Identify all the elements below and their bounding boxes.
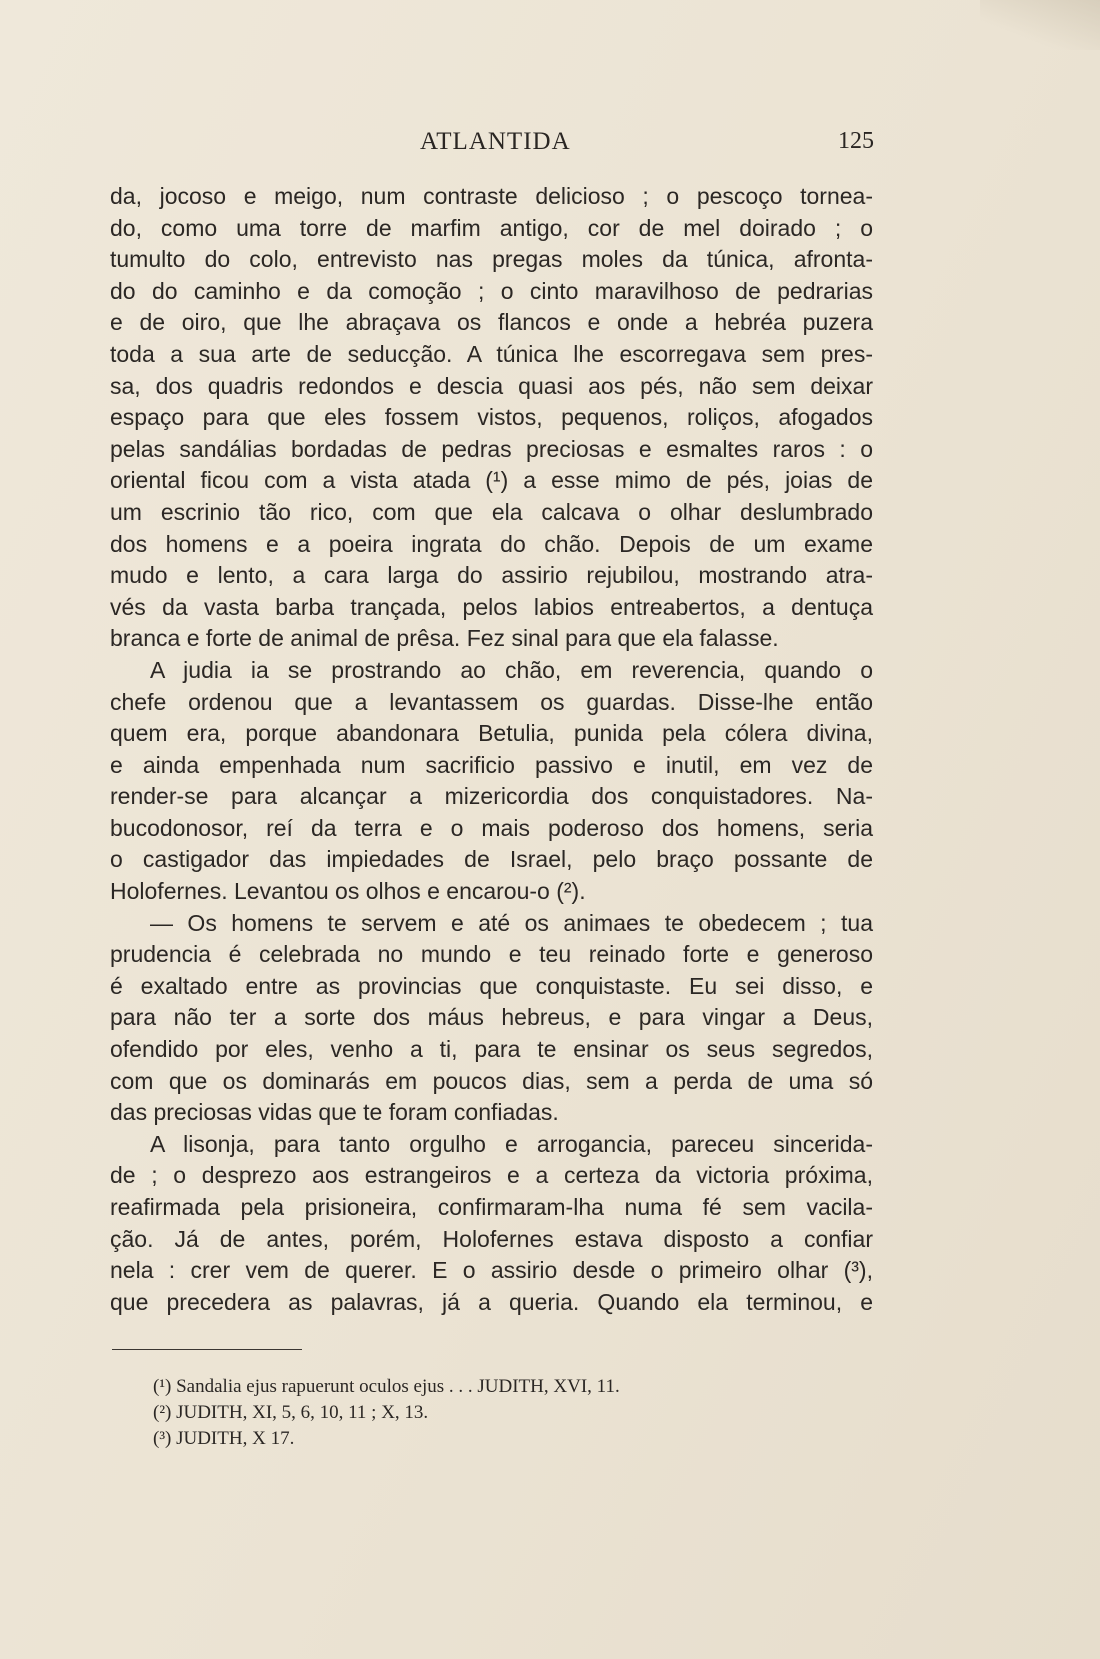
text-line: com que os dominarás em poucos dias, sem a perda de uma só [110,1067,873,1094]
text-line: oriental ficou com a vista atada (¹) a esse mimo de pés, joias de [110,467,873,494]
page-number: 125 [838,128,874,154]
text-line: das preciosas vidas que te foram confiadas. [110,1099,559,1126]
text-line: prudencia é celebrada no mundo e teu reinado forte e generoso [110,941,873,968]
text-line: do do caminho e da comoção ; o cinto maravilhoso de pedrarias [110,277,873,304]
text-line: toda a sua arte de seducção. A túnica lhe escorregava sem pres- [110,340,873,367]
running-head [0,128,1100,160]
text-line: nela : crer vem de querer. E o assirio desde o primeiro olhar (³), [110,1257,873,1284]
text-line: pelas sandálias bordadas de pedras preciosas e esmaltes raros : o [110,435,873,462]
text-line: vés da vasta barba trançada, pelos labios entreabertos, a dentuça [110,593,873,620]
footnote-2: (²) JUDITH, XI, 5, 6, 10, 11 ; X, 13. [153,1402,429,1423]
text-line: branca e forte de animal de prêsa. Fez sinal para que ela falasse. [110,625,779,652]
text-line: dos homens e a poeira ingrata do chão. Depois de um exame [110,530,873,557]
text-line: que precedera as palavras, já a queria. Quando ela terminou, e [110,1288,873,1315]
text-line: mudo e lento, a cara larga do assirio rejubilou, mostrando atra- [110,562,873,589]
text-line: e de oiro, que lhe abraçava os flancos e onde a hebréa puzera [110,309,873,336]
running-title: ATLANTIDA [420,128,571,155]
text-line: é exaltado entre as provincias que conquistaste. Eu sei disso, e [110,972,873,999]
text-line: quem era, porque abandonara Betulia, punida pela cólera divina, [110,720,873,747]
text-line: para não ter a sorte dos máus hebreus, e para vingar a Deus, [110,1004,873,1031]
text-line: e ainda empenhada num sacrificio passivo e inutil, em vez de [110,751,873,778]
footnotes [153,1374,873,1452]
text-line: render-se para alcançar a mizericordia dos conquistadores. Na- [110,783,873,810]
footnote-divider [112,1349,302,1350]
text-line: espaço para que eles fossem vistos, pequenos, roliços, afogados [110,404,873,431]
text-line: A judia ia se prostrando ao chão, em reverencia, quando o [150,656,873,683]
text-line: o castigador das impiedades de Israel, pelo braço possante de [110,846,873,873]
text-line: tumulto do colo, entrevisto nas pregas moles da túnica, afronta- [110,246,873,273]
footnote-1: (¹) Sandalia ejus rapuerunt oculos ejus . . . JUDITH, XVI, 11. [153,1376,620,1397]
text-line: A lisonja, para tanto orgulho e arrogancia, pareceu sincerida- [150,1130,873,1157]
text-line: da, jocoso e meigo, num contraste delicioso ; o pescoço tornea- [110,183,873,209]
body-text [110,181,873,1318]
text-line: de ; o desprezo aos estrangeiros e a certeza da victoria próxima, [110,1162,873,1189]
text-line: bucodonosor, reí da terra e o mais poderoso dos homens, seria [110,814,873,841]
text-line: — Os homens te servem e até os animaes te obedecem ; tua [150,909,873,936]
footnote-3: (³) JUDITH, X 17. [153,1428,295,1449]
text-line: ção. Já de antes, porém, Holofernes estava disposto a confiar [110,1225,873,1252]
text-line: ofendido por eles, venho a ti, para te ensinar os seus segredos, [110,1036,873,1063]
text-line: reafirmada pela prisioneira, confirmaram-lha numa fé sem vacila- [110,1194,873,1220]
text-line: sa, dos quadris redondos e descia quasi aos pés, não sem deixar [110,372,873,399]
page-corner-shading [980,0,1100,50]
text-line: chefe ordenou que a levantassem os guardas. Disse-lhe então [110,688,873,715]
text-line: um escrinio tão rico, com que ela calcava o olhar deslumbrado [110,498,873,525]
text-line: Holofernes. Levantou os olhos e encarou-o (²). [110,878,586,905]
text-line: do, como uma torre de marfim antigo, cor de mel doirado ; o [110,214,873,241]
